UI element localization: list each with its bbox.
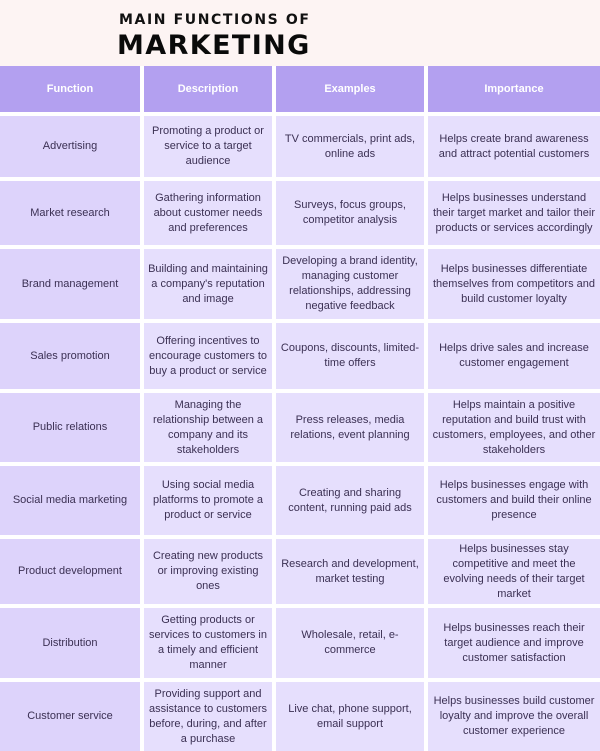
table-row — [0, 466, 600, 535]
cell-importance: Helps drive sales and increase customer engagement — [428, 323, 600, 389]
column-header-function: Function — [0, 66, 140, 112]
column-header-examples: Examples — [276, 66, 424, 112]
table-row — [0, 393, 600, 462]
cell-function: Distribution — [0, 608, 140, 678]
cell-function: Brand management — [0, 249, 140, 319]
cell-examples: Coupons, discounts, limited-time offers — [276, 323, 424, 389]
table-row — [0, 608, 600, 678]
table-row — [0, 323, 600, 389]
column-header-importance: Importance — [428, 66, 600, 112]
cell-importance: Helps maintain a positive reputation and build trust with customers, employees, and other stakeholders — [428, 393, 600, 462]
cell-function: Advertising — [0, 116, 140, 177]
cell-examples: Press releases, media relations, event planning — [276, 393, 424, 462]
header — [0, 0, 600, 66]
table-row — [0, 116, 600, 177]
cell-description: Gathering information about customer needs and preferences — [144, 181, 272, 245]
cell-examples: Wholesale, retail, e-commerce — [276, 608, 424, 678]
cell-importance: Helps businesses understand their target market and tailor their products or services accordingly — [428, 181, 600, 245]
cell-importance: Helps create brand awareness and attract potential customers — [428, 116, 600, 177]
cell-examples: Research and development, market testing — [276, 539, 424, 604]
cell-importance: Helps businesses stay competitive and meet the evolving needs of their target market — [428, 539, 600, 604]
cell-importance: Helps businesses engage with customers and build their online presence — [428, 466, 600, 535]
cell-function: Public relations — [0, 393, 140, 462]
cell-function: Customer service — [0, 682, 140, 751]
column-header-description: Description — [144, 66, 272, 112]
cell-importance: Helps businesses build customer loyalty and improve the overall customer experience — [428, 682, 600, 751]
table-row — [0, 682, 600, 751]
cell-function: Social media marketing — [0, 466, 140, 535]
cell-description: Promoting a product or service to a target audience — [144, 116, 272, 177]
page-title: MARKETING — [117, 30, 311, 61]
cell-examples: Live chat, phone support, email support — [276, 682, 424, 751]
cell-description: Providing support and assistance to customers before, during, and after a purchase — [144, 682, 272, 751]
cell-description: Offering incentives to encourage customers to buy a product or service — [144, 323, 272, 389]
marketing-functions-table — [0, 66, 600, 751]
cell-examples: Developing a brand identity, managing customer relationships, addressing negative feedback — [276, 249, 424, 319]
cell-importance: Helps businesses differentiate themselves from competitors and build customer loyalty — [428, 249, 600, 319]
cell-function: Product development — [0, 539, 140, 604]
page-subtitle: MAIN FUNCTIONS OF — [119, 12, 311, 28]
cell-description: Using social media platforms to promote a product or service — [144, 466, 272, 535]
table-row — [0, 181, 600, 245]
cell-importance: Helps businesses reach their target audience and improve customer satisfaction — [428, 608, 600, 678]
cell-description: Getting products or services to customers in a timely and efficient manner — [144, 608, 272, 678]
cell-examples: Surveys, focus groups, competitor analysis — [276, 181, 424, 245]
cell-description: Managing the relationship between a company and its stakeholders — [144, 393, 272, 462]
cell-function: Sales promotion — [0, 323, 140, 389]
table-row — [0, 249, 600, 319]
cell-function: Market research — [0, 181, 140, 245]
cell-examples: Creating and sharing content, running paid ads — [276, 466, 424, 535]
cell-examples: TV commercials, print ads, online ads — [276, 116, 424, 177]
table-header-row — [0, 66, 600, 112]
cell-description: Building and maintaining a company's reputation and image — [144, 249, 272, 319]
cell-description: Creating new products or improving existing ones — [144, 539, 272, 604]
table-row — [0, 539, 600, 604]
